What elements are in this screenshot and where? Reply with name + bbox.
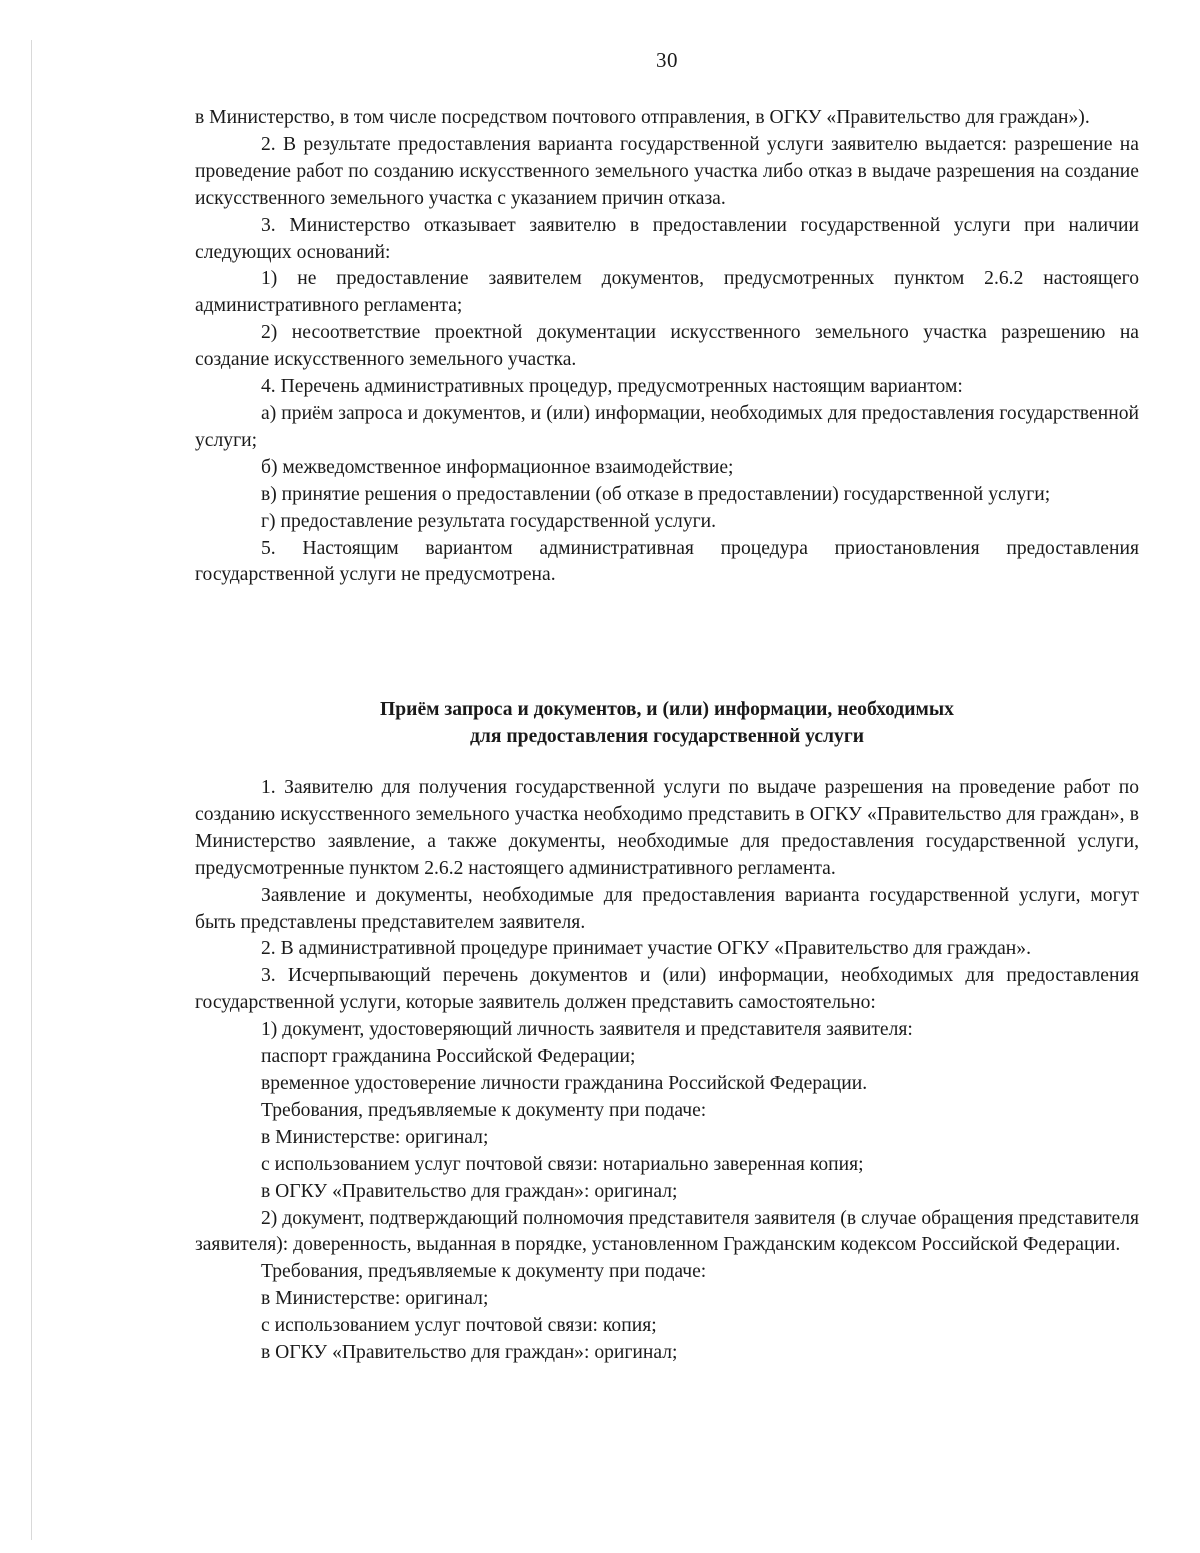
paragraph: 5. Настоящим вариантом административная процедура приостановления предоставления государственной услуги не предусмотрена. [195, 537, 1139, 586]
paragraph: 2. В результате предоставления варианта государственной услуги заявителю выдается: разрешение на проведение работ по созданию искусственного земельного участка либо отказ в выдаче разрешения на создание искусственного земельного участка с указанием причин отказа. [195, 133, 1139, 209]
paragraph: с использованием услуг почтовой связи: копия; [261, 1315, 657, 1337]
paragraph: 2) несоответствие проектной документации искусственного земельного участка разрешению на создание искусственного земельного участка. [195, 322, 1139, 371]
page-number: 30 [656, 48, 678, 72]
paragraph: 1) документ, удостоверяющий личность заявителя и представителя заявителя: [261, 1019, 913, 1041]
paragraph: 4. Перечень административных процедур, предусмотренных настоящим вариантом: [261, 376, 963, 398]
paragraph: 3. Министерство отказывает заявителю в предоставлении государственной услуги при наличии следующих оснований: [195, 214, 1139, 263]
paragraph: в Министерство, в том числе посредством почтового отправления, в ОГКУ «Правительство для граждан»). [195, 107, 1090, 128]
section-heading-line: Приём запроса и документов, и (или) информации, необходимых [380, 699, 954, 720]
paragraph: временное удостоверение личности гражданина Российской Федерации. [261, 1072, 868, 1094]
paragraph: а) приём запроса и документов, и (или) информации, необходимых для предоставления государственной услуги; [195, 402, 1139, 451]
paragraph: 2) документ, подтверждающий полномочия представителя заявителя (в случае обращения представителя заявителя): доверенность, выданная в порядке, установленном Гражданским кодексом Российской Федерации. [195, 1207, 1139, 1256]
paragraph: в ОГКУ «Правительство для граждан»: оригинал; [261, 1342, 678, 1364]
paragraph: в Министерстве: оригинал; [261, 1126, 489, 1148]
section-after-heading [195, 775, 1139, 1367]
paragraph: в Министерстве: оригинал; [261, 1288, 489, 1310]
paragraph: б) межведомственное информационное взаимодействие; [261, 456, 734, 478]
paragraph: 1. Заявителю для получения государственной услуги по выдаче разрешения на проведение работ по созданию искусственного земельного участка необходимо представить в ОГКУ «Правительство для граждан», в Министерство заявление, а также документы, необходимые для предоставления государственной услуги, предусмотренные пунктом 2.6.2 настоящего административного регламента. [195, 777, 1139, 879]
paragraph: с использованием услуг почтовой связи: нотариально заверенная копия; [261, 1153, 864, 1175]
paragraph: в) принятие решения о предоставлении (об отказе в предоставлении) государственной услуги; [261, 483, 1051, 505]
paragraph: 1) не предоставление заявителем документов, предусмотренных пунктом 2.6.2 настоящего административного регламента; [195, 268, 1139, 317]
paragraph: 3. Исчерпывающий перечень документов и (или) информации, необходимых для предоставления государственной услуги, которые заявитель должен представить самостоятельно: [195, 965, 1139, 1014]
paragraph: паспорт гражданина Российской Федерации; [261, 1046, 636, 1068]
paragraph: Требования, предъявляемые к документу при подаче: [261, 1261, 707, 1283]
section-heading-line: для предоставления государственной услуги [469, 725, 865, 747]
paragraph: Заявление и документы, необходимые для предоставления варианта государственной услуги, могут быть представлены представителем заявителя. [195, 884, 1139, 933]
section-before-heading [195, 105, 1139, 589]
paragraph: Требования, предъявляемые к документу при подаче: [261, 1099, 707, 1121]
paragraph: в ОГКУ «Правительство для граждан»: оригинал; [261, 1180, 678, 1202]
section-heading [195, 697, 1139, 751]
paragraph: г) предоставление результата государственной услуги. [261, 510, 717, 532]
paragraph: 2. В административной процедуре принимает участие ОГКУ «Правительство для граждан». [261, 938, 1031, 960]
scan-margin-line [31, 40, 32, 1540]
